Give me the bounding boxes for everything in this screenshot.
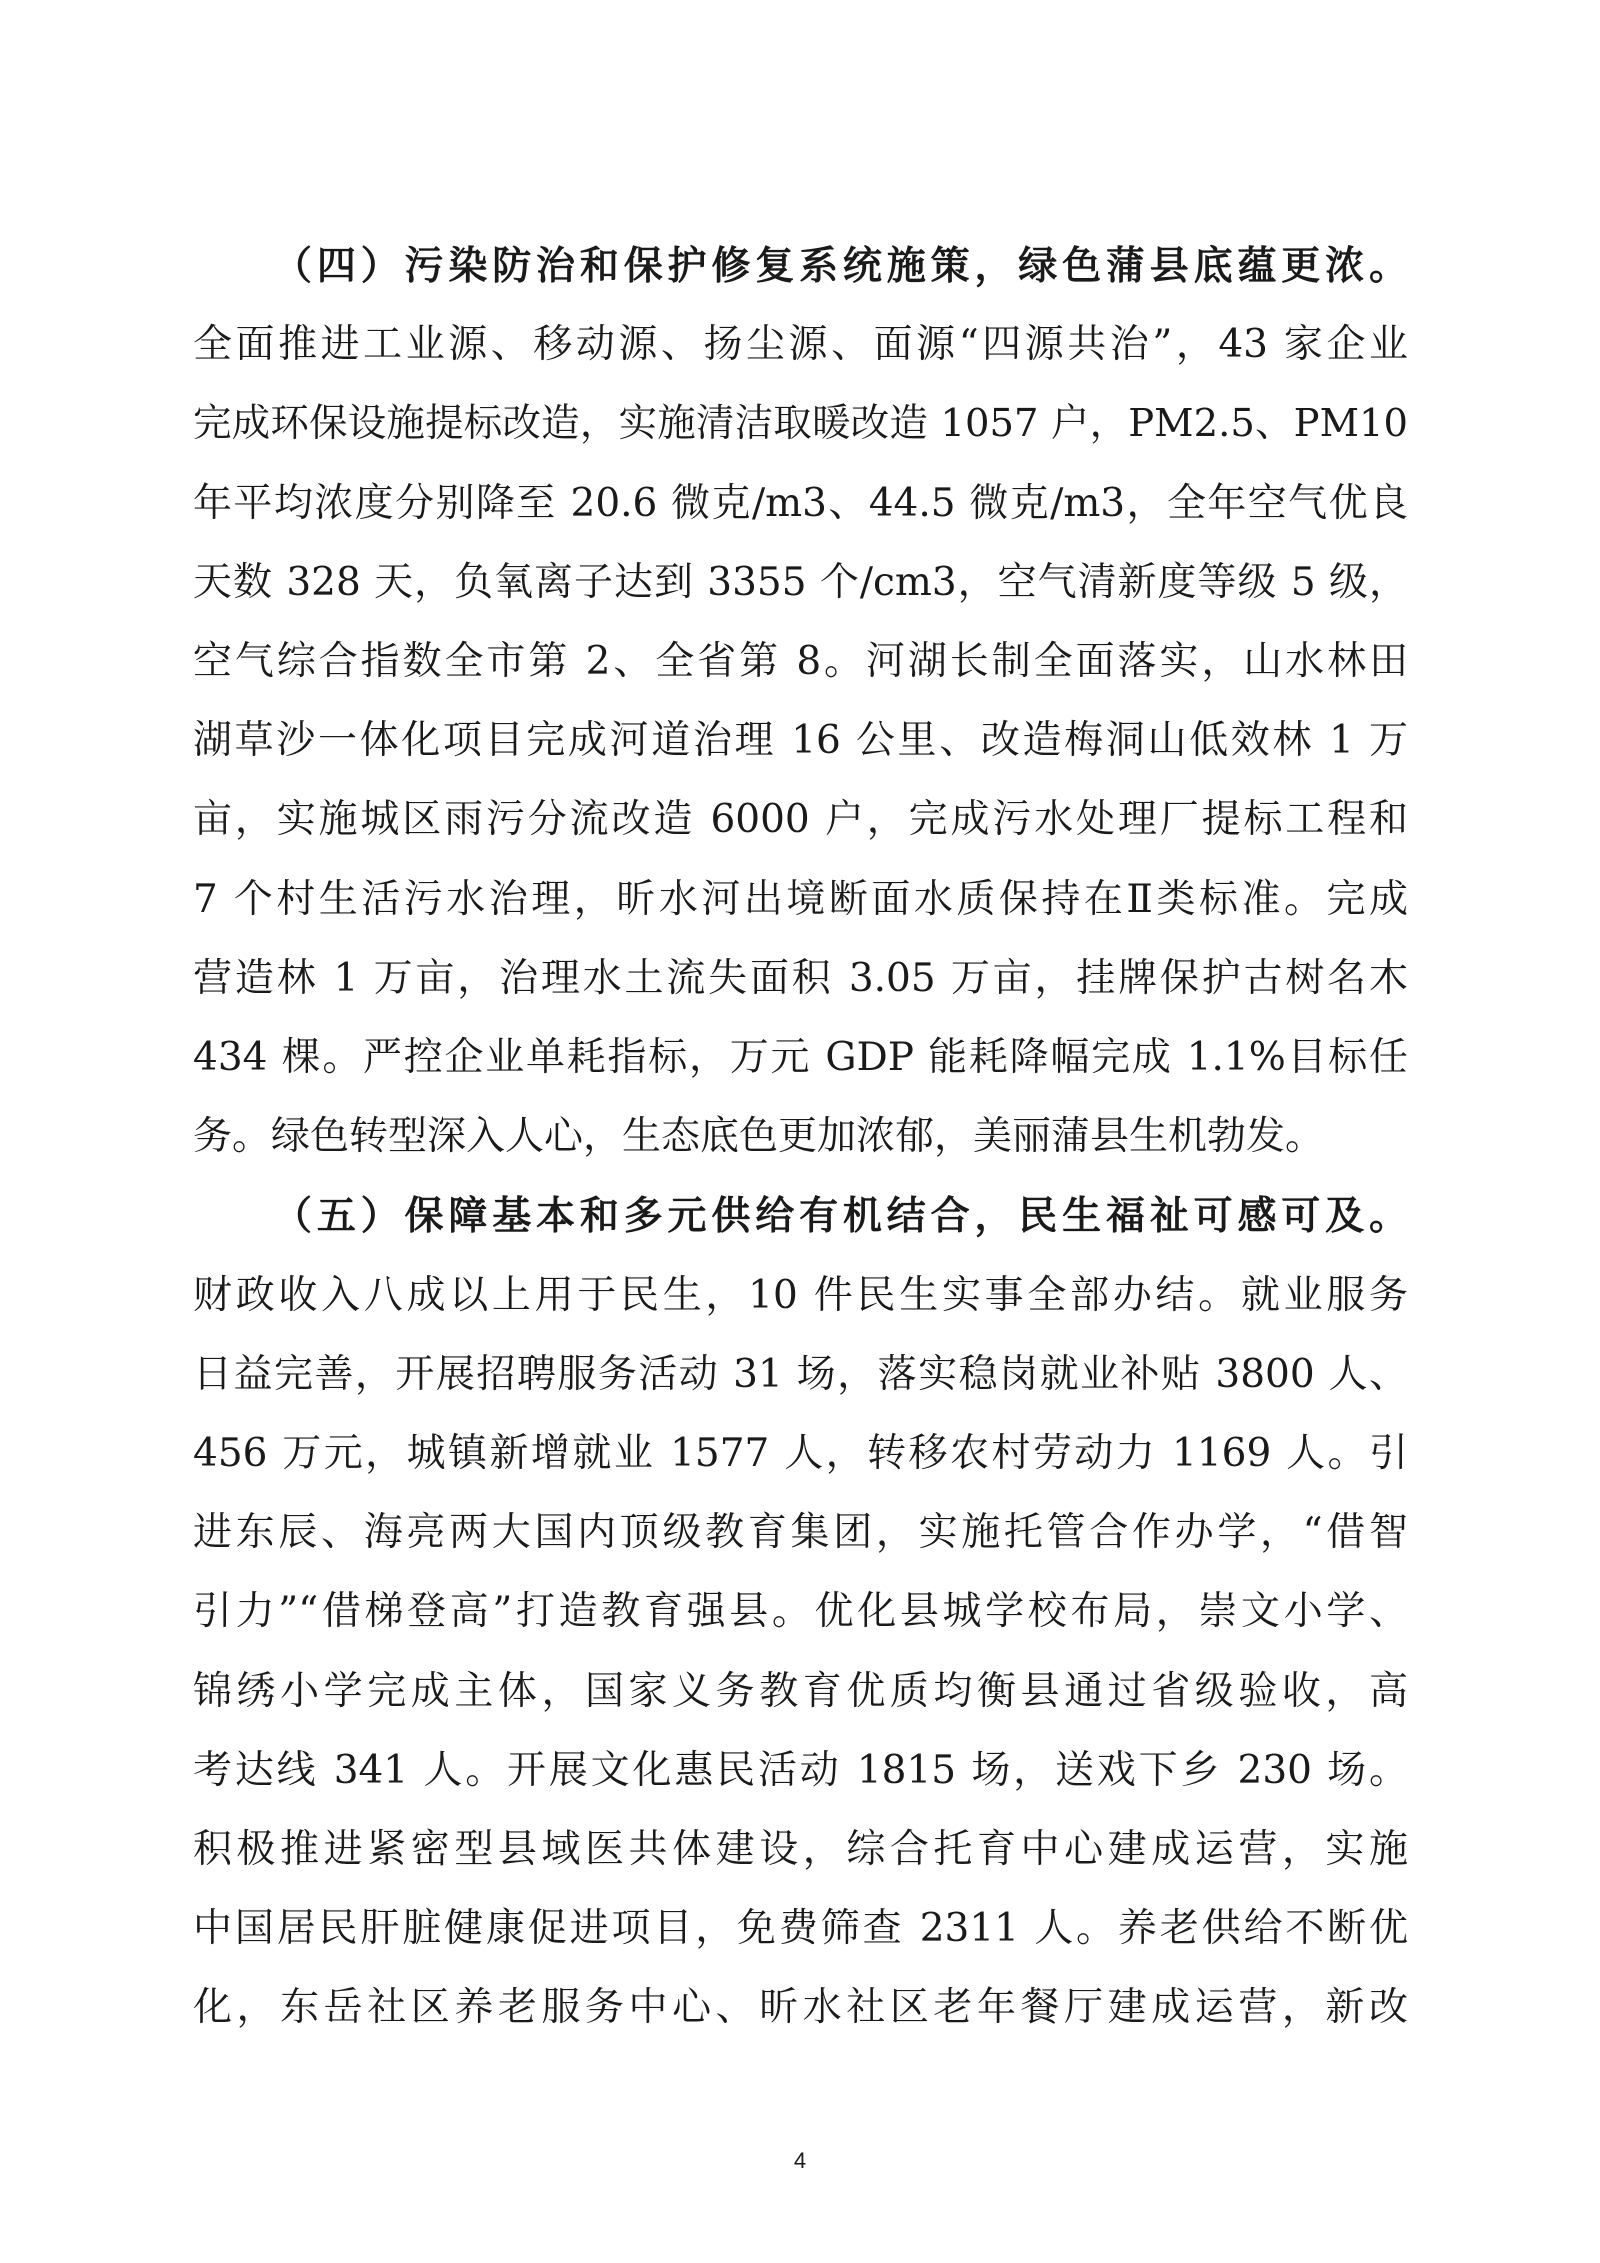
body-line: 完成环保设施提标改造，实施清洁取暖改造 1057 户，PM2.5、PM10: [193, 401, 1408, 446]
body-line: 化，东岳社区养老服务中心、昕水社区老年餐厅建成运营，新改: [193, 1985, 1408, 2030]
body-line: 考达线 341 人。开展文化惠民活动 1815 场，送戏下乡 230 场。: [193, 1748, 1408, 1793]
body-line: 亩，实施城区雨污分流改造 6000 户，完成污水处理厂提标工程和: [193, 797, 1408, 842]
body-line: 进东辰、海亮两大国内顶级教育集团，实施托管合作办学，“借智: [193, 1510, 1408, 1555]
page-number: 4: [793, 2148, 807, 2173]
section-4-heading: （四）污染防治和保护修复系统施策，绿色蒲县底蕴更浓。: [273, 243, 1408, 289]
body-line: 全面推进工业源、移动源、扬尘源、面源“四源共治”，43 家企业: [193, 322, 1408, 367]
body-line: 锦绣小学完成主体，国家义务教育优质均衡县通过省级验收，高: [193, 1669, 1408, 1714]
body-line: 天数 328 天，负氧离子达到 3355 个/cm3，空气清新度等级 5 级，: [193, 560, 1408, 605]
body-line: 引力”“借梯登高”打造教育强县。优化县城学校布局，崇文小学、: [193, 1589, 1408, 1634]
body-line: 年平均浓度分别降至 20.6 微克/m3、44.5 微克/m3，全年空气优良: [193, 481, 1408, 526]
body-line: 7 个村生活污水治理，昕水河出境断面水质保持在Ⅱ类标准。完成: [193, 877, 1408, 922]
body-line: 日益完善，开展招聘服务活动 31 场，落实稳岗就业补贴 3800 人、: [193, 1352, 1408, 1397]
body-line: 湖草沙一体化项目完成河道治理 16 公里、改造梅洞山低效林 1 万: [193, 718, 1408, 763]
body-line: 营造林 1 万亩，治理水土流失面积 3.05 万亩，挂牌保护古树名木: [193, 956, 1408, 1001]
section-5-heading: （五）保障基本和多元供给有机结合，民生福祉可感可及。: [273, 1193, 1408, 1239]
body-line: 财政收入八成以上用于民生，10 件民生实事全部办结。就业服务: [193, 1273, 1408, 1318]
body-line: 务。绿色转型深入人心，生态底色更加浓郁，美丽蒲县生机勃发。: [193, 1114, 1325, 1159]
body-line: 中国居民肝脏健康促进项目，免费筛查 2311 人。养老供给不断优: [193, 1906, 1408, 1951]
body-line: 456 万元，城镇新增就业 1577 人，转移农村劳动力 1169 人。引: [193, 1431, 1408, 1476]
body-line: 434 棵。严控企业单耗指标，万元 GDP 能耗降幅完成 1.1%目标任: [193, 1035, 1408, 1080]
body-line: 积极推进紧密型县域医共体建设，综合托育中心建成运营，实施: [193, 1827, 1408, 1872]
body-line: 空气综合指数全市第 2、全省第 8。河湖长制全面落实，山水林田: [193, 639, 1408, 684]
